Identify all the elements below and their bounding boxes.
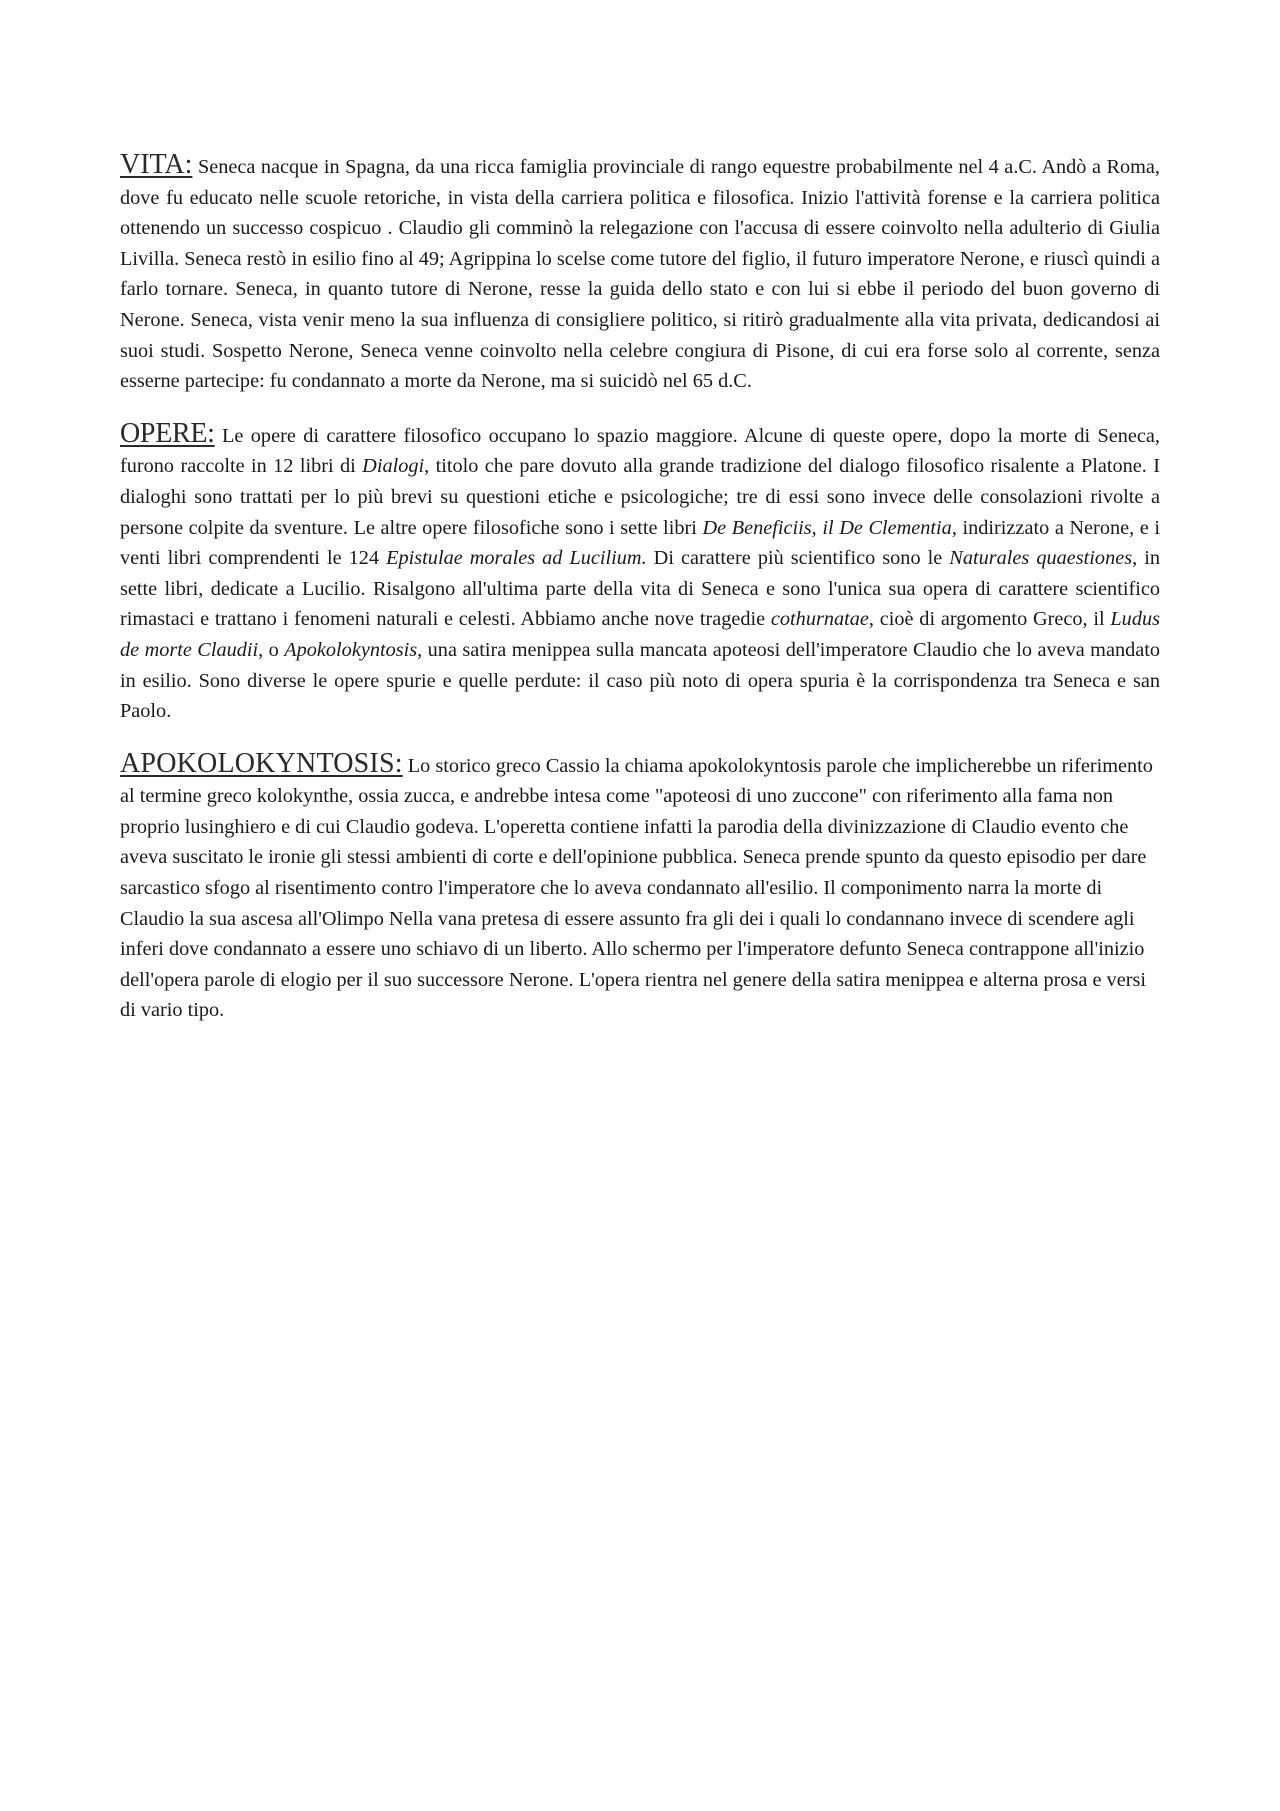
opere-text: , cioè di argomento Greco, il [868, 608, 1111, 631]
opere-italic-title: Naturales quaestiones [949, 547, 1133, 570]
section-opere [120, 419, 1160, 727]
document-page [120, 150, 1160, 1048]
opere-text: , titolo che pare dovuto alla grande tradizione del dialogo filosofico risalente a Platone. I dialoghi sono trattati per lo più brevi su questioni etiche e psicologiche; tre di essi sono invece delle consolazioni rivolte a persone colpite da sventure. Le altre opere filosofiche sono i sette libri [120, 455, 1160, 539]
opere-text: , una satira menippea sulla mancata apoteosi dell'imperatore Claudio che lo aveva mandato in esilio. Sono diverse le opere spurie e quelle perdute: il caso più noto di opera spuria è la corrispondenza tra Seneca e san Paolo. [120, 638, 1160, 723]
opere-text: Le opere di carattere filosofico occupano lo spazio maggiore. Alcune di queste opere, dopo la morte di Seneca, furono raccolte in 12 libri di [120, 424, 1160, 478]
opere-italic-title: cothurnatae [770, 608, 869, 631]
opere-text: , indirizzato a Nerone, e i venti libri comprendenti le 124 [120, 516, 1161, 570]
heading-vita: VITA: [120, 149, 193, 180]
section-vita [120, 150, 1160, 397]
opere-italic-title: De Beneficiis, il De Clementia [702, 516, 952, 539]
opere-italic-title: Ludus de morte Claudii [120, 608, 1161, 661]
vita-text: Seneca nacque in Spagna, da una ricca famiglia provinciale di rango equestre probabilmente nel 4 a.C. Andò a Roma, dove fu educato nelle scuole retoriche, in vista della carriera politica e filosofica. Inizio l'attività forense e la carriera politica ottenendo un successo cospicuo . Claudio gli comminò la relegazione con l'accusa di essere coinvolto nella adulterio di Giulia Livilla. Seneca restò in esilio fino al 49; Agrippina lo scelse come tutore del figlio, il futuro imperatore Nerone, e riuscì quindi a farlo tornare. Seneca, in quanto tutore di Nerone, resse la guida dello stato e con lui si ebbe il periodo del buon governo di Nerone. Seneca, vista venir meno la sua influenza di consigliere politico, si ritirò gradualmente alla vita privata, dedicandosi ai suoi studi. Sospetto Nerone, Seneca venne coinvolto nella celebre congiura di Pisone, di cui era forse solo al corrente, senza esserne partecipe: fu condannato a morte da Nerone, ma si suicidò nel 65 d.C. [120, 156, 1161, 393]
heading-apokolokyntosis: APOKOLOKYNTOSIS: [120, 747, 403, 779]
opere-text: , in sette libri, dedicate a Lucilio. Risalgono all'ultima parte della vita di Seneca e sono l'unica sua opera di carattere scientifico rimastaci e trattano i fenomeni naturali e celesti. Abbiamo anche nove tragedie [120, 547, 1160, 631]
apokolokyntosis-text: Lo storico greco Cassio la chiama apokolokyntosis parole che implicherebbe un riferimento al termine greco kolokynthe, ossia zucca, e andrebbe intesa come "apoteosi di uno zuccone" con riferimento alla fama non proprio lusinghiero e di cui Claudio godeva. L'operetta contiene infatti la parodia della divinizzazione di Claudio evento che aveva suscitato le ironie gli stessi ambienti di corte e dell'opinione pubblica. Seneca prende spunto da questo episodio per dare sarcastico sfogo al risentimento contro l'imperatore che lo aveva condannato all'esilio. Il componimento narra la morte di Claudio la sua ascesa all'Olimpo Nella vana pretesa di essere assunto fra gli dei i quali lo condannano invece di scendere agli inferi dove condannato a essere uno schiavo di un liberto. Allo schermo per l'imperatore defunto Seneca contrappone all'inizio dell'opera parole di elogio per il suo successore Nerone. L'opera rientra nel genere della satira menippea e alterna prosa e versi di vario tipo. [120, 754, 1153, 1022]
opere-italic-title: Apokolokyntosis [284, 638, 418, 661]
opere-italic-title: Dialogi [362, 455, 425, 478]
opere-italic-title: Epistulae morales ad Lucilium. [386, 547, 647, 570]
opere-text: , o [258, 638, 285, 661]
opere-text: Di carattere più scientifico sono le [646, 547, 950, 570]
heading-opere: OPERE: [120, 417, 215, 449]
section-apokolokyntosis [120, 749, 1160, 1026]
